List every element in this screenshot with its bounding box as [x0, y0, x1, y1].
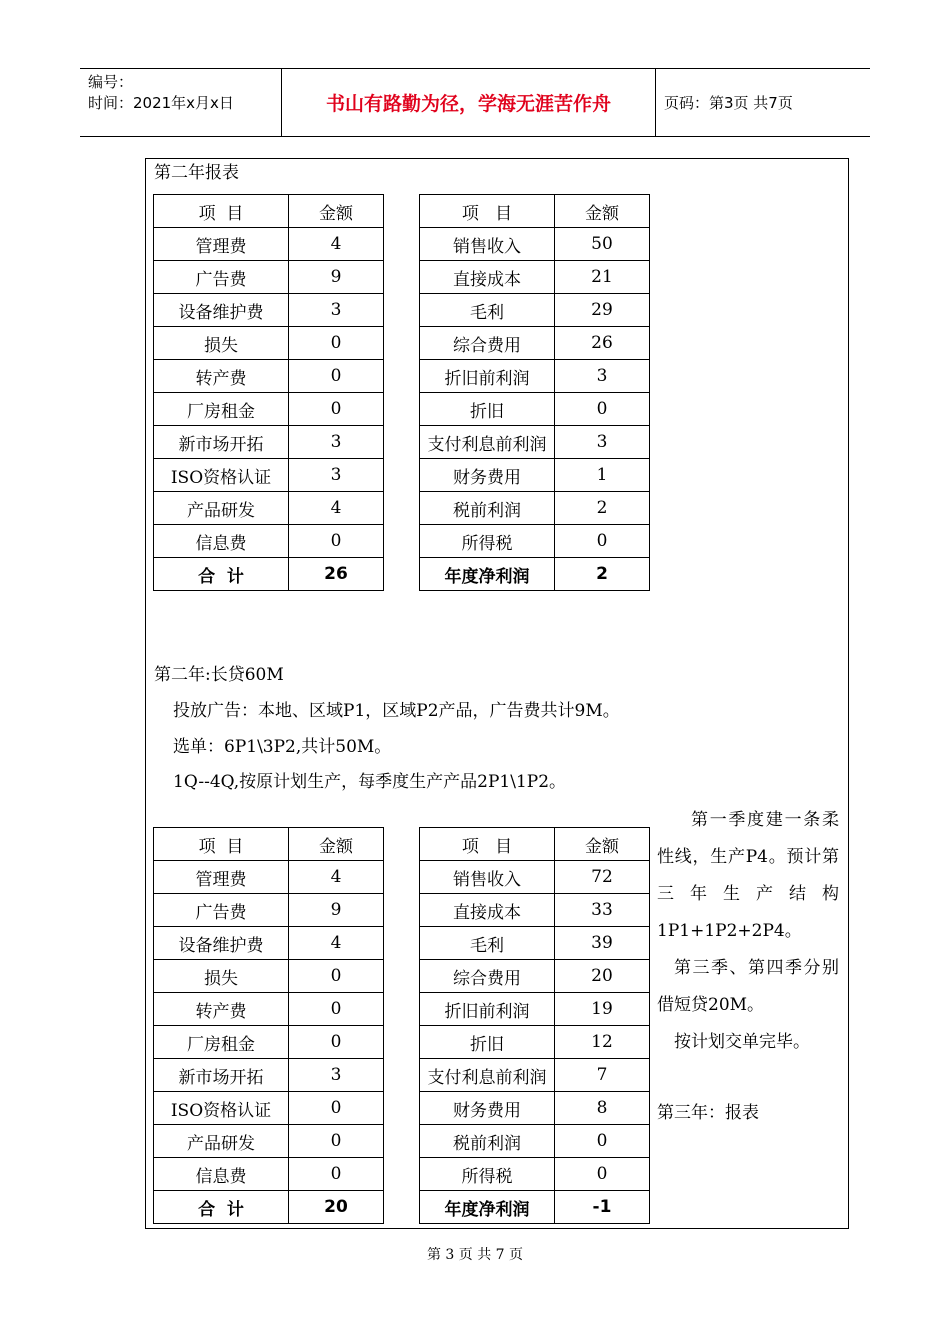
table-row [154, 426, 384, 459]
table-row [154, 525, 384, 558]
table-total-row [154, 1191, 384, 1224]
item-cell: 项 目 [154, 828, 289, 861]
note-line-2: 投放广告：本地、区域P1，区域P2产品，广告费共计9M。 [173, 701, 620, 721]
item-cell: 毛利 [420, 927, 555, 960]
item-cell: 财务费用 [420, 459, 555, 492]
table-year2-expenses [153, 194, 384, 591]
item-cell: 折旧 [420, 393, 555, 426]
amount-cell: 1 [555, 459, 650, 492]
item-cell: 所得税 [420, 1158, 555, 1191]
item-cell: 信息费 [154, 1158, 289, 1191]
amount-cell: 0 [289, 1092, 384, 1125]
amount-cell: 0 [555, 1125, 650, 1158]
amount-cell: 金额 [289, 828, 384, 861]
table-row [154, 1158, 384, 1191]
table-row [154, 927, 384, 960]
amount-cell: 20 [289, 1191, 384, 1224]
table-row [154, 228, 384, 261]
amount-cell: 3 [289, 459, 384, 492]
amount-cell: 3 [555, 360, 650, 393]
amount-cell: 4 [289, 228, 384, 261]
table-row [420, 1125, 650, 1158]
table-total-row [154, 558, 384, 591]
amount-cell: 9 [289, 261, 384, 294]
item-cell: 设备维护费 [154, 927, 289, 960]
item-cell: 直接成本 [420, 261, 555, 294]
item-cell: 广告费 [154, 261, 289, 294]
table-row [154, 492, 384, 525]
table-header-row [420, 195, 650, 228]
table-row [154, 261, 384, 294]
item-cell: 合 计 [154, 558, 289, 591]
note-line-4: 1Q--4Q,按原计划生产，每季度生产产品2P1\1P2。 [173, 772, 567, 792]
amount-cell: 4 [289, 492, 384, 525]
table-row [154, 1059, 384, 1092]
item-cell: 厂房租金 [154, 1026, 289, 1059]
item-cell: 合 计 [154, 1191, 289, 1224]
side-note-4: 第三年：报表 [657, 1103, 759, 1123]
table-row [154, 393, 384, 426]
amount-cell: 0 [289, 1158, 384, 1191]
amount-cell: 3 [289, 1059, 384, 1092]
table-row [154, 1026, 384, 1059]
item-cell: 设备维护费 [154, 294, 289, 327]
table-total-row [420, 1191, 650, 1224]
table-row [154, 1092, 384, 1125]
amount-cell: 4 [289, 927, 384, 960]
item-cell: ISO资格认证 [154, 1092, 289, 1125]
amount-cell: 12 [555, 1026, 650, 1059]
amount-cell: 0 [289, 525, 384, 558]
time-label: 时间：2021年x月x日 [88, 94, 234, 112]
table-row [154, 1125, 384, 1158]
table-row [154, 459, 384, 492]
table-row [420, 360, 650, 393]
amount-cell: 0 [289, 360, 384, 393]
amount-cell: 4 [289, 861, 384, 894]
table-row [420, 393, 650, 426]
header-page-info: 页码：第3页 共7页 [664, 94, 793, 112]
note-line-3: 选单：6P1\3P2,共计50M。 [173, 737, 392, 757]
item-cell: 产品研发 [154, 492, 289, 525]
table-row [420, 261, 650, 294]
table-year2b-expenses [153, 827, 384, 1224]
table-row [420, 993, 650, 1026]
table-row [420, 960, 650, 993]
amount-cell: 2 [555, 558, 650, 591]
amount-cell: 0 [289, 327, 384, 360]
amount-cell: 20 [555, 960, 650, 993]
item-cell: 支付利息前利润 [420, 1059, 555, 1092]
page-footer: 第 3 页 共 7 页 [426, 1247, 524, 1263]
amount-cell: 0 [289, 993, 384, 1026]
item-cell: 广告费 [154, 894, 289, 927]
amount-cell: 2 [555, 492, 650, 525]
amount-cell: 26 [555, 327, 650, 360]
amount-cell: 19 [555, 993, 650, 1026]
side-notes [657, 802, 839, 1132]
amount-cell: 29 [555, 294, 650, 327]
table-row [154, 894, 384, 927]
amount-cell: 3 [289, 426, 384, 459]
amount-cell: 26 [289, 558, 384, 591]
item-cell: 新市场开拓 [154, 426, 289, 459]
amount-cell: 0 [555, 393, 650, 426]
item-cell: 厂房租金 [154, 393, 289, 426]
table-row [420, 861, 650, 894]
table-row [420, 894, 650, 927]
item-cell: 直接成本 [420, 894, 555, 927]
item-cell: 信息费 [154, 525, 289, 558]
item-cell: 管理费 [154, 861, 289, 894]
table-row [420, 1092, 650, 1125]
item-cell: 综合费用 [420, 327, 555, 360]
table-row [154, 993, 384, 1026]
amount-cell: 50 [555, 228, 650, 261]
table-row [154, 360, 384, 393]
item-cell: 折旧 [420, 1026, 555, 1059]
amount-cell: 8 [555, 1092, 650, 1125]
table-row [420, 327, 650, 360]
item-cell: 项 目 [420, 828, 555, 861]
amount-cell: 9 [289, 894, 384, 927]
table-row [420, 1059, 650, 1092]
table-year2-profit [419, 194, 650, 591]
amount-cell: 33 [555, 894, 650, 927]
table-row [154, 327, 384, 360]
item-cell: 折旧前利润 [420, 993, 555, 1026]
item-cell: 折旧前利润 [420, 360, 555, 393]
item-cell: 管理费 [154, 228, 289, 261]
item-cell: 毛利 [420, 294, 555, 327]
table-row [154, 294, 384, 327]
page-header [80, 68, 870, 137]
table-row [420, 1158, 650, 1191]
amount-cell: 0 [555, 1158, 650, 1191]
table-row [420, 294, 650, 327]
amount-cell: 72 [555, 861, 650, 894]
side-note-2: 第三季、第四季分别借短贷20M。 [657, 958, 839, 1015]
table-header-row [154, 828, 384, 861]
item-cell: 税前利润 [420, 492, 555, 525]
amount-cell: 0 [289, 393, 384, 426]
amount-cell: 0 [289, 960, 384, 993]
amount-cell: 21 [555, 261, 650, 294]
amount-cell: 39 [555, 927, 650, 960]
amount-cell: 0 [555, 525, 650, 558]
amount-cell: 3 [289, 294, 384, 327]
table-row [420, 426, 650, 459]
table-row [420, 525, 650, 558]
amount-cell: 7 [555, 1059, 650, 1092]
amount-cell: 金额 [555, 195, 650, 228]
table-row [420, 459, 650, 492]
side-note-3: 按计划交单完毕。 [674, 1032, 810, 1052]
item-cell: 新市场开拓 [154, 1059, 289, 1092]
item-cell: 项 目 [154, 195, 289, 228]
amount-cell: 0 [289, 1026, 384, 1059]
item-cell: 销售收入 [420, 861, 555, 894]
table-year2b-profit [419, 827, 650, 1224]
table-row [420, 927, 650, 960]
table-row [420, 1026, 650, 1059]
table-header-row [420, 828, 650, 861]
item-cell: 销售收入 [420, 228, 555, 261]
note-line-1: 第二年:长贷60M [154, 665, 284, 685]
item-cell: 转产费 [154, 993, 289, 1026]
table-row [420, 492, 650, 525]
table-row [420, 228, 650, 261]
table-header-row [154, 195, 384, 228]
side-note-1: 第一季度建一条柔性线，生产P4。预计第三年生产结构1P1+1P2+2P4。 [657, 810, 839, 941]
item-cell: ISO资格认证 [154, 459, 289, 492]
item-cell: 财务费用 [420, 1092, 555, 1125]
item-cell: 项 目 [420, 195, 555, 228]
amount-cell: 金额 [289, 195, 384, 228]
section-title: 第二年报表 [154, 163, 239, 183]
item-cell: 综合费用 [420, 960, 555, 993]
table-total-row [420, 558, 650, 591]
header-meta [88, 72, 283, 114]
header-motto: 书山有路勤为径，学海无涯苦作舟 [281, 69, 656, 136]
item-cell: 支付利息前利润 [420, 426, 555, 459]
amount-cell: 3 [555, 426, 650, 459]
amount-cell: 金额 [555, 828, 650, 861]
item-cell: 税前利润 [420, 1125, 555, 1158]
table-row [154, 861, 384, 894]
item-cell: 所得税 [420, 525, 555, 558]
item-cell: 损失 [154, 327, 289, 360]
number-label: 编号： [88, 73, 134, 91]
item-cell: 产品研发 [154, 1125, 289, 1158]
item-cell: 转产费 [154, 360, 289, 393]
item-cell: 损失 [154, 960, 289, 993]
item-cell: 年度净利润 [420, 558, 555, 591]
item-cell: 年度净利润 [420, 1191, 555, 1224]
table-row [154, 960, 384, 993]
amount-cell: -1 [555, 1191, 650, 1224]
amount-cell: 0 [289, 1125, 384, 1158]
